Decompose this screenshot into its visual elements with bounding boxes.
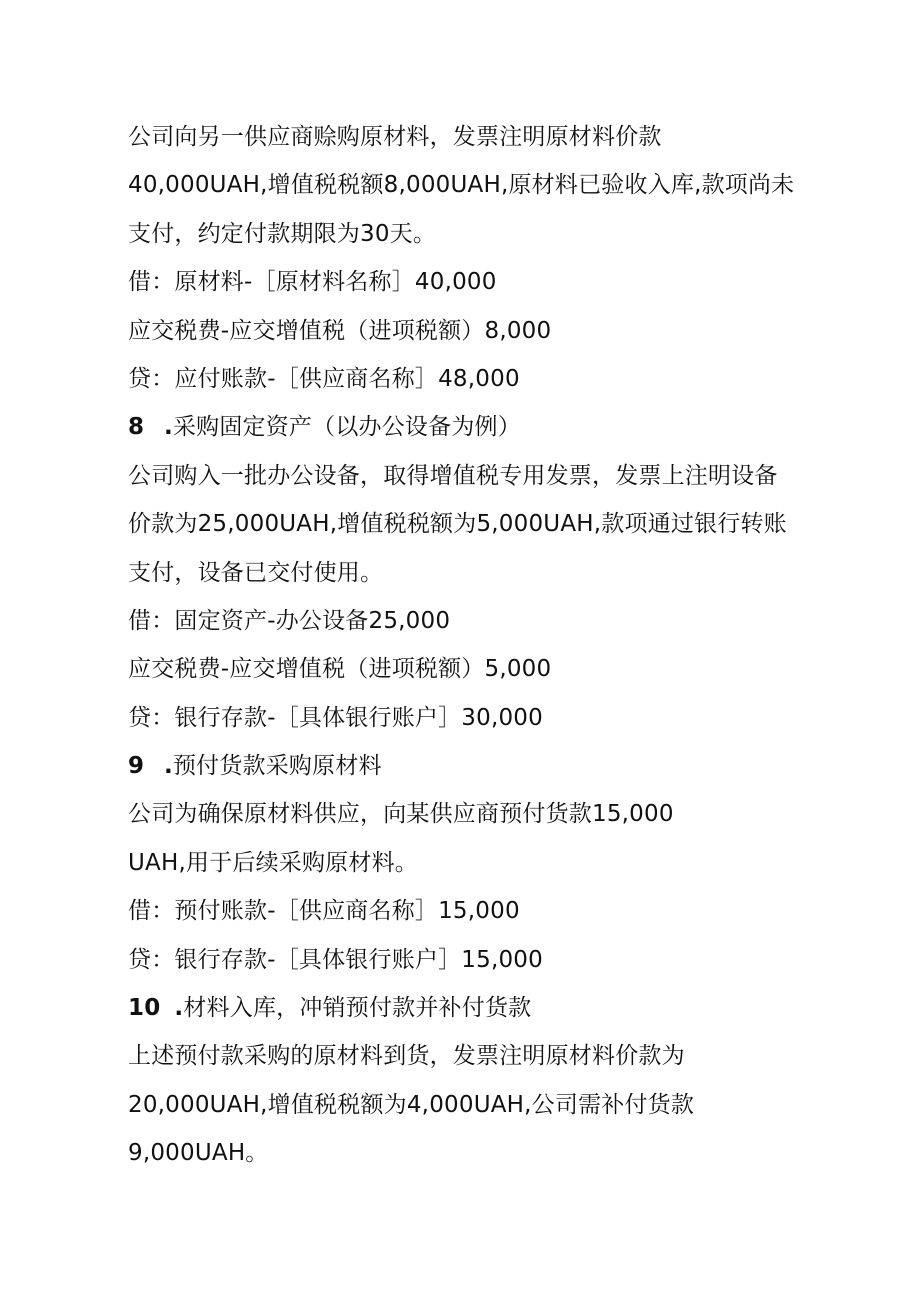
- paragraph-line: 20,000UAH,增值税税额为4,000UAH,公司需补付货款: [128, 1091, 695, 1118]
- paragraph-line: 40,000UAH,增值税税额8,000UAH,原材料已验收入库,款项尚未: [128, 172, 795, 199]
- journal-entry-credit: 贷：银行存款-［具体银行账户］30,000: [128, 704, 543, 731]
- journal-entry-debit: 借：原材料-［原材料名称］40,000: [128, 269, 497, 296]
- journal-entry-debit: 应交税费-应交增值税（进项税额）8,000: [128, 317, 552, 344]
- section-heading-9: [128, 742, 808, 790]
- section-heading-10: [128, 984, 808, 1032]
- paragraph-line: 公司为确保原材料供应，向某供应商预付货款15,000: [128, 801, 674, 828]
- section-number: 9: [128, 753, 145, 780]
- section-title: 采购固定资产（以办公设备为例）: [172, 414, 521, 441]
- paragraph-line: 公司购入一批办公设备，取得增值税专用发票，发票上注明设备: [128, 462, 778, 489]
- journal-entry-credit: 贷：应付账款-［供应商名称］48,000: [128, 365, 520, 392]
- document-body: [128, 113, 808, 1178]
- section-number: 8: [128, 414, 145, 441]
- paragraph-line: 9,000UAH。: [128, 1140, 269, 1167]
- section-dot: .: [164, 414, 173, 441]
- paragraph-line: UAH,用于后续采购原材料。: [128, 849, 418, 876]
- paragraph-line: 上述预付款采购的原材料到货，发票注明原材料价款为: [128, 1043, 685, 1070]
- section-number: 10: [128, 995, 161, 1022]
- paragraph-line: 支付，设备已交付使用。: [128, 559, 384, 586]
- paragraph-line: 价款为25,000UAH,增值税税额为5,000UAH,款项通过银行转账: [128, 511, 787, 538]
- journal-entry-debit: 借：固定资产-办公设备25,000: [128, 607, 451, 634]
- journal-entry-debit: 应交税费-应交增值税（进项税额）5,000: [128, 656, 552, 683]
- section-dot: .: [164, 753, 173, 780]
- section-dot: .: [174, 995, 184, 1022]
- paragraph-line: 公司向另一供应商赊购原材料，发票注明原材料价款: [128, 124, 662, 150]
- journal-entry-debit: 借：预付账款-［供应商名称］15,000: [128, 898, 520, 925]
- section-heading-8: [128, 403, 808, 451]
- paragraph-line: 支付，约定付款期限为30天。: [128, 220, 437, 247]
- section-title: 预付货款采购原材料: [172, 753, 382, 780]
- section-title: 材料入库，冲销预付款并补付货款: [183, 995, 532, 1022]
- journal-entry-credit: 贷：银行存款-［具体银行账户］15,000: [128, 946, 543, 973]
